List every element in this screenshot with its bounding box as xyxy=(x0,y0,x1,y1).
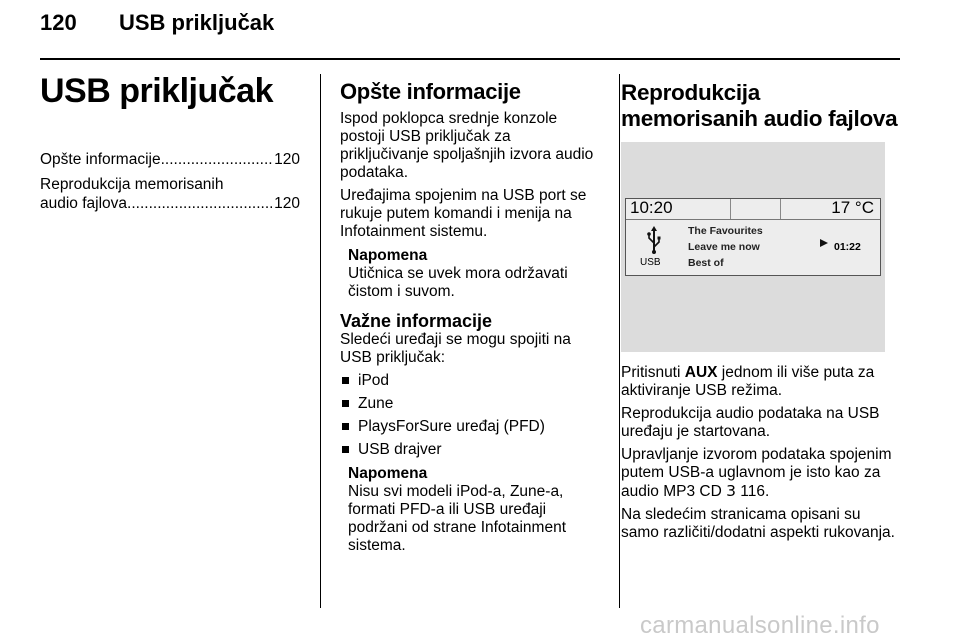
paragraph: Reprodukcija audio podataka na USB uređaju je startovana. xyxy=(621,405,880,440)
chapter-title: USB priključak xyxy=(40,72,273,110)
playback-time: 01:22 xyxy=(834,241,861,253)
play-icon xyxy=(820,239,828,247)
note-heading: Napomena xyxy=(348,465,428,482)
note-text: Utičnica se uvek mora održavati čistom i suvom. xyxy=(348,265,568,300)
page-reference-icon: 3 xyxy=(726,482,736,500)
text: Upravljanje izvorom podataka spojenim putem USB-a uglavnom je isto kao za audio MP3 CD xyxy=(621,446,892,500)
button-reference: AUX xyxy=(684,364,718,381)
paragraph xyxy=(621,364,902,400)
toc-entry[interactable] xyxy=(40,175,300,213)
note-block xyxy=(348,247,602,301)
toc-entry-page: 120 xyxy=(274,195,300,212)
track-item: Leave me now xyxy=(688,241,760,253)
source-label: USB xyxy=(640,257,661,268)
toc-entry[interactable] xyxy=(40,150,300,169)
section-heading: Opšte informacije xyxy=(340,79,521,104)
display-illustration xyxy=(621,142,885,352)
list-item: PlaysForSure uređaj (PFD) xyxy=(340,418,602,436)
note-heading: Napomena xyxy=(348,247,428,264)
display-status-bar xyxy=(626,199,880,220)
status-divider xyxy=(730,199,731,219)
status-divider xyxy=(780,199,781,219)
page-number: 120 xyxy=(40,10,77,35)
track-item: The Favourites xyxy=(688,225,763,237)
list-item: Zune xyxy=(340,395,602,413)
header-divider xyxy=(40,58,900,60)
toc-entry-title: Reprodukcija memorisanih xyxy=(40,176,224,193)
usb-icon xyxy=(646,226,662,254)
column-divider-1 xyxy=(320,74,321,608)
section-heading: Reprodukcija memorisanih audio fajlova xyxy=(621,80,898,131)
track-item: Best of xyxy=(688,257,724,269)
column-divider-2 xyxy=(619,74,620,608)
paragraph: Ispod poklopca srednje konzole postoji USB priključak za priključivanje spoljašnjih izvora audio podataka. xyxy=(340,110,594,181)
paragraph: Na sledećim stranicama opisani su samo različiti/dodatni aspekti rukovanja. xyxy=(621,506,895,541)
subsection-heading: Važne informacije xyxy=(340,311,493,331)
column-playback xyxy=(621,80,902,547)
text: Pritisnuti xyxy=(621,364,685,381)
toc-entry-title: Opšte informacije xyxy=(40,151,161,168)
note-block xyxy=(348,465,602,555)
toc-leader xyxy=(127,194,274,213)
device-list xyxy=(340,372,602,459)
infotainment-display xyxy=(625,198,881,276)
toc-entry-title-cont: audio fajlova xyxy=(40,195,128,212)
display-body xyxy=(626,220,880,274)
note-text: Nisu svi modeli iPod-a, Zune-a, formati PFD-a ili USB uređaji podržani od strane Infotainment sistema. xyxy=(348,483,566,554)
display-clock: 10:20 xyxy=(630,198,673,217)
page-reference[interactable]: 116. xyxy=(735,483,770,500)
toc-entry-page: 120 xyxy=(274,151,300,168)
watermark: carmanualsonline.info xyxy=(640,612,880,639)
table-of-contents xyxy=(40,150,300,219)
list-item: USB drajver xyxy=(340,441,602,459)
running-header-title: USB priključak xyxy=(119,10,275,35)
toc-leader xyxy=(161,150,275,169)
paragraph: Sledeći uređaji se mogu spojiti na USB priključak: xyxy=(340,331,571,366)
display-temperature: 17 °C xyxy=(831,198,874,217)
paragraph xyxy=(621,446,902,501)
column-general-info xyxy=(340,80,602,561)
list-item: iPod xyxy=(340,372,602,390)
paragraph: Uređajima spojenim na USB port se rukuje putem komandi i menija na Infotainment sistemu. xyxy=(340,187,587,240)
text: jednom ili više puta za aktiviranje USB režima. xyxy=(621,364,875,399)
